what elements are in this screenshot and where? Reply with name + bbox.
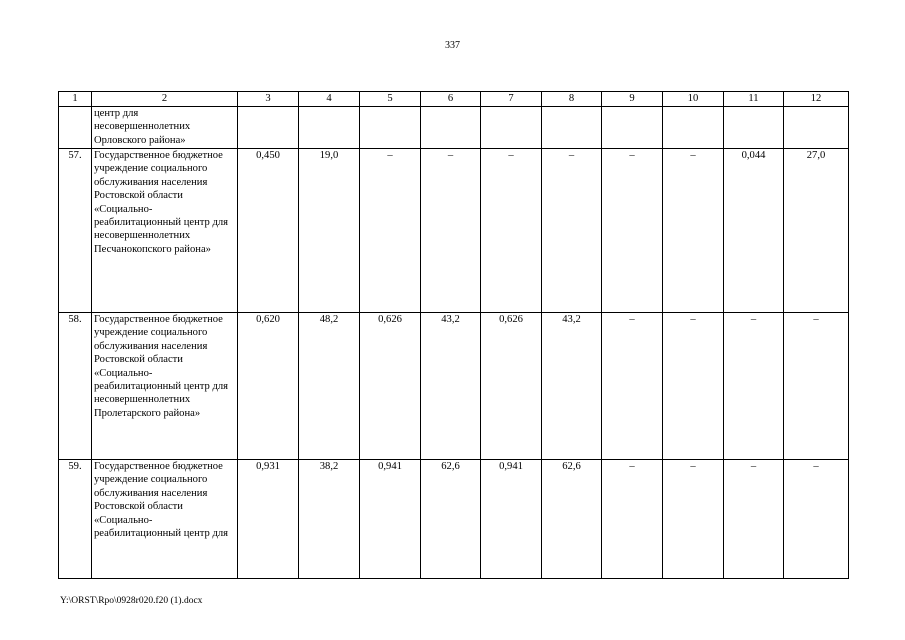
column-header: 8: [542, 92, 602, 107]
value-cell: 0,450: [238, 149, 299, 313]
institution-name-cell: Государственное бюджетное учреждение социального обслуживания населения Ростовской области «Социально-реабилитационный центр для несовершеннолетних Пролетарского района»: [92, 313, 238, 460]
value-cell: [663, 107, 724, 149]
column-header: 1: [59, 92, 92, 107]
column-header: 7: [481, 92, 542, 107]
value-cell: –: [360, 149, 421, 313]
value-cell: –: [663, 460, 724, 579]
table-row: [59, 460, 849, 579]
table-row: [59, 313, 849, 460]
value-cell: –: [421, 149, 481, 313]
column-header: 5: [360, 92, 421, 107]
header-row: [59, 92, 849, 107]
value-cell: [542, 107, 602, 149]
value-cell: –: [663, 313, 724, 460]
footer-file-path: Y:\ORST\Rpo\0928r020.f20 (1).docx: [60, 596, 203, 606]
data-table: [58, 91, 849, 579]
value-cell: [784, 107, 849, 149]
value-cell: [602, 107, 663, 149]
value-cell: –: [542, 149, 602, 313]
value-cell: [238, 107, 299, 149]
value-cell: –: [784, 313, 849, 460]
column-header: 11: [724, 92, 784, 107]
value-cell: 0,626: [481, 313, 542, 460]
row-number-cell: 57.: [59, 149, 92, 313]
value-cell: –: [602, 460, 663, 579]
column-header: 2: [92, 92, 238, 107]
value-cell: –: [602, 313, 663, 460]
institution-name-cell: Государственное бюджетное учреждение социального обслуживания населения Ростовской области «Социально-реабилитационный центр для несовершеннолетних Песчанокопского района»: [92, 149, 238, 313]
value-cell: 43,2: [421, 313, 481, 460]
page-number: 337: [445, 40, 460, 51]
column-header: 12: [784, 92, 849, 107]
column-header: 9: [602, 92, 663, 107]
value-cell: 0,941: [360, 460, 421, 579]
value-cell: 0,626: [360, 313, 421, 460]
value-cell: 43,2: [542, 313, 602, 460]
value-cell: 27,0: [784, 149, 849, 313]
value-cell: 0,044: [724, 149, 784, 313]
value-cell: –: [784, 460, 849, 579]
value-cell: [481, 107, 542, 149]
row-number-cell: [59, 107, 92, 149]
value-cell: –: [724, 460, 784, 579]
value-cell: 62,6: [542, 460, 602, 579]
value-cell: [299, 107, 360, 149]
row-number-cell: 59.: [59, 460, 92, 579]
table-row: [59, 149, 849, 313]
value-cell: 0,941: [481, 460, 542, 579]
value-cell: 38,2: [299, 460, 360, 579]
value-cell: 0,620: [238, 313, 299, 460]
value-cell: –: [724, 313, 784, 460]
institution-name-cell: центр для несовершеннолетних Орловского района»: [92, 107, 238, 149]
column-header: 10: [663, 92, 724, 107]
value-cell: –: [481, 149, 542, 313]
value-cell: 48,2: [299, 313, 360, 460]
value-cell: 19,0: [299, 149, 360, 313]
table-row-continued: [59, 107, 849, 149]
row-number-cell: 58.: [59, 313, 92, 460]
value-cell: [724, 107, 784, 149]
institution-name-cell: Государственное бюджетное учреждение социального обслуживания населения Ростовской области «Социально-реабилитационный центр для: [92, 460, 238, 579]
value-cell: [360, 107, 421, 149]
column-header: 6: [421, 92, 481, 107]
value-cell: [421, 107, 481, 149]
value-cell: –: [602, 149, 663, 313]
value-cell: 62,6: [421, 460, 481, 579]
column-header: 4: [299, 92, 360, 107]
value-cell: 0,931: [238, 460, 299, 579]
value-cell: –: [663, 149, 724, 313]
column-header: 3: [238, 92, 299, 107]
